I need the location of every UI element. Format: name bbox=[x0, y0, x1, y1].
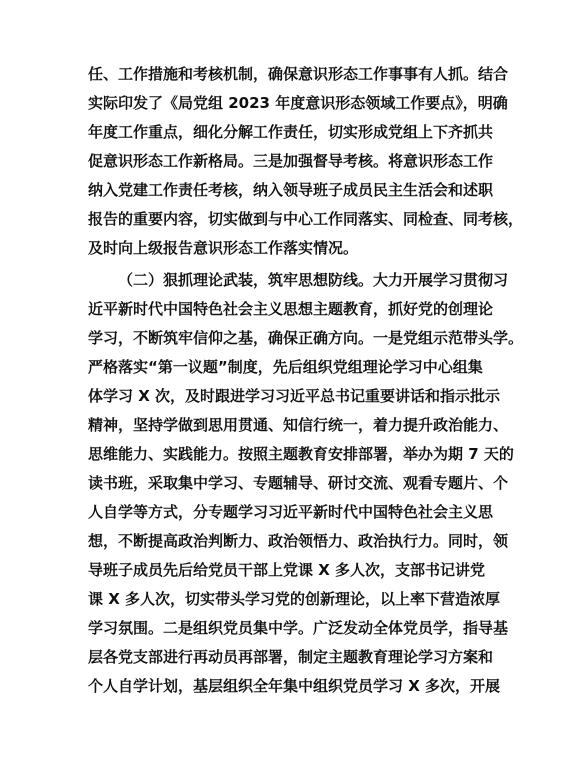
text-line: 导班子成员先后给党员干部上党课 X 多人次，支部书记讲党 bbox=[88, 561, 486, 579]
text-line: 纳入党建工作责任考核，纳入领导班子成员民主生活会和述职 bbox=[88, 181, 494, 199]
text-line: 实际印发了《局党组 2023 年度意识形态领域工作要点》，明确 bbox=[88, 94, 508, 112]
text-line: 读书班，采取集中学习、专题辅导、研讨交流、观看专题片、个 bbox=[88, 474, 509, 492]
text-line: 促意识形态工作新格局。三是加强督导考核。将意识形态工作 bbox=[88, 152, 494, 170]
section-heading-line: （二）狠抓理论武装，筑牢思想防线。大力开展学习贯彻习 bbox=[118, 271, 509, 289]
text-line: 学习氛围。二是组织党员集中学。广泛发动全体党员学，指导基 bbox=[88, 619, 509, 637]
text-line: 报告的重要内容，切实做到与中心工作同落实、同检查、同考核， bbox=[88, 210, 524, 228]
text-line: 精神，坚持学做到思用贯通、知信行统一，着力提升政治能力、 bbox=[88, 416, 509, 434]
text-line: 及时向上级报告意识形态工作落实情况。 bbox=[88, 239, 359, 257]
text-line: 课 X 多人次，切实带头学习党的创新理论，以上率下营造浓厚 bbox=[88, 590, 501, 608]
text-line: 思维能力、实践能力。按照主题教育安排部署，举办为期 7 天的 bbox=[88, 445, 514, 463]
text-line: 近平新时代中国特色社会主义思想主题教育，抓好党的创理论 bbox=[88, 300, 494, 318]
text-line: 严格落实“第一议题”制度，先后组织党组理论学习中心组集 bbox=[88, 358, 483, 376]
text-line: 体学习 X 次，及时跟进学习习近平总书记重要讲话和指示批示 bbox=[88, 387, 501, 405]
text-line: 人自学等方式，分专题学习习近平新时代中国特色社会主义思 bbox=[88, 503, 494, 521]
text-line: 个人自学计划，基层组织全年集中组织党员学习 X 多次，开展 bbox=[88, 677, 501, 695]
text-line: 层各党支部进行再动员再部署，制定主题教育理论学习方案和 bbox=[88, 648, 494, 666]
text-line: 想，不断提高政治判断力、政治领悟力、政治执行力。同时，领 bbox=[88, 532, 509, 550]
text-line: 任、工作措施和考核机制，确保意识形态工作事事有人抓。结合 bbox=[88, 65, 509, 83]
text-line: 年度工作重点，细化分解工作责任，切实形成党组上下齐抓共 bbox=[88, 123, 494, 141]
text-line: 学习，不断筑牢信仰之基，确保正确方向。一是党组示范带头学。 bbox=[88, 329, 524, 347]
